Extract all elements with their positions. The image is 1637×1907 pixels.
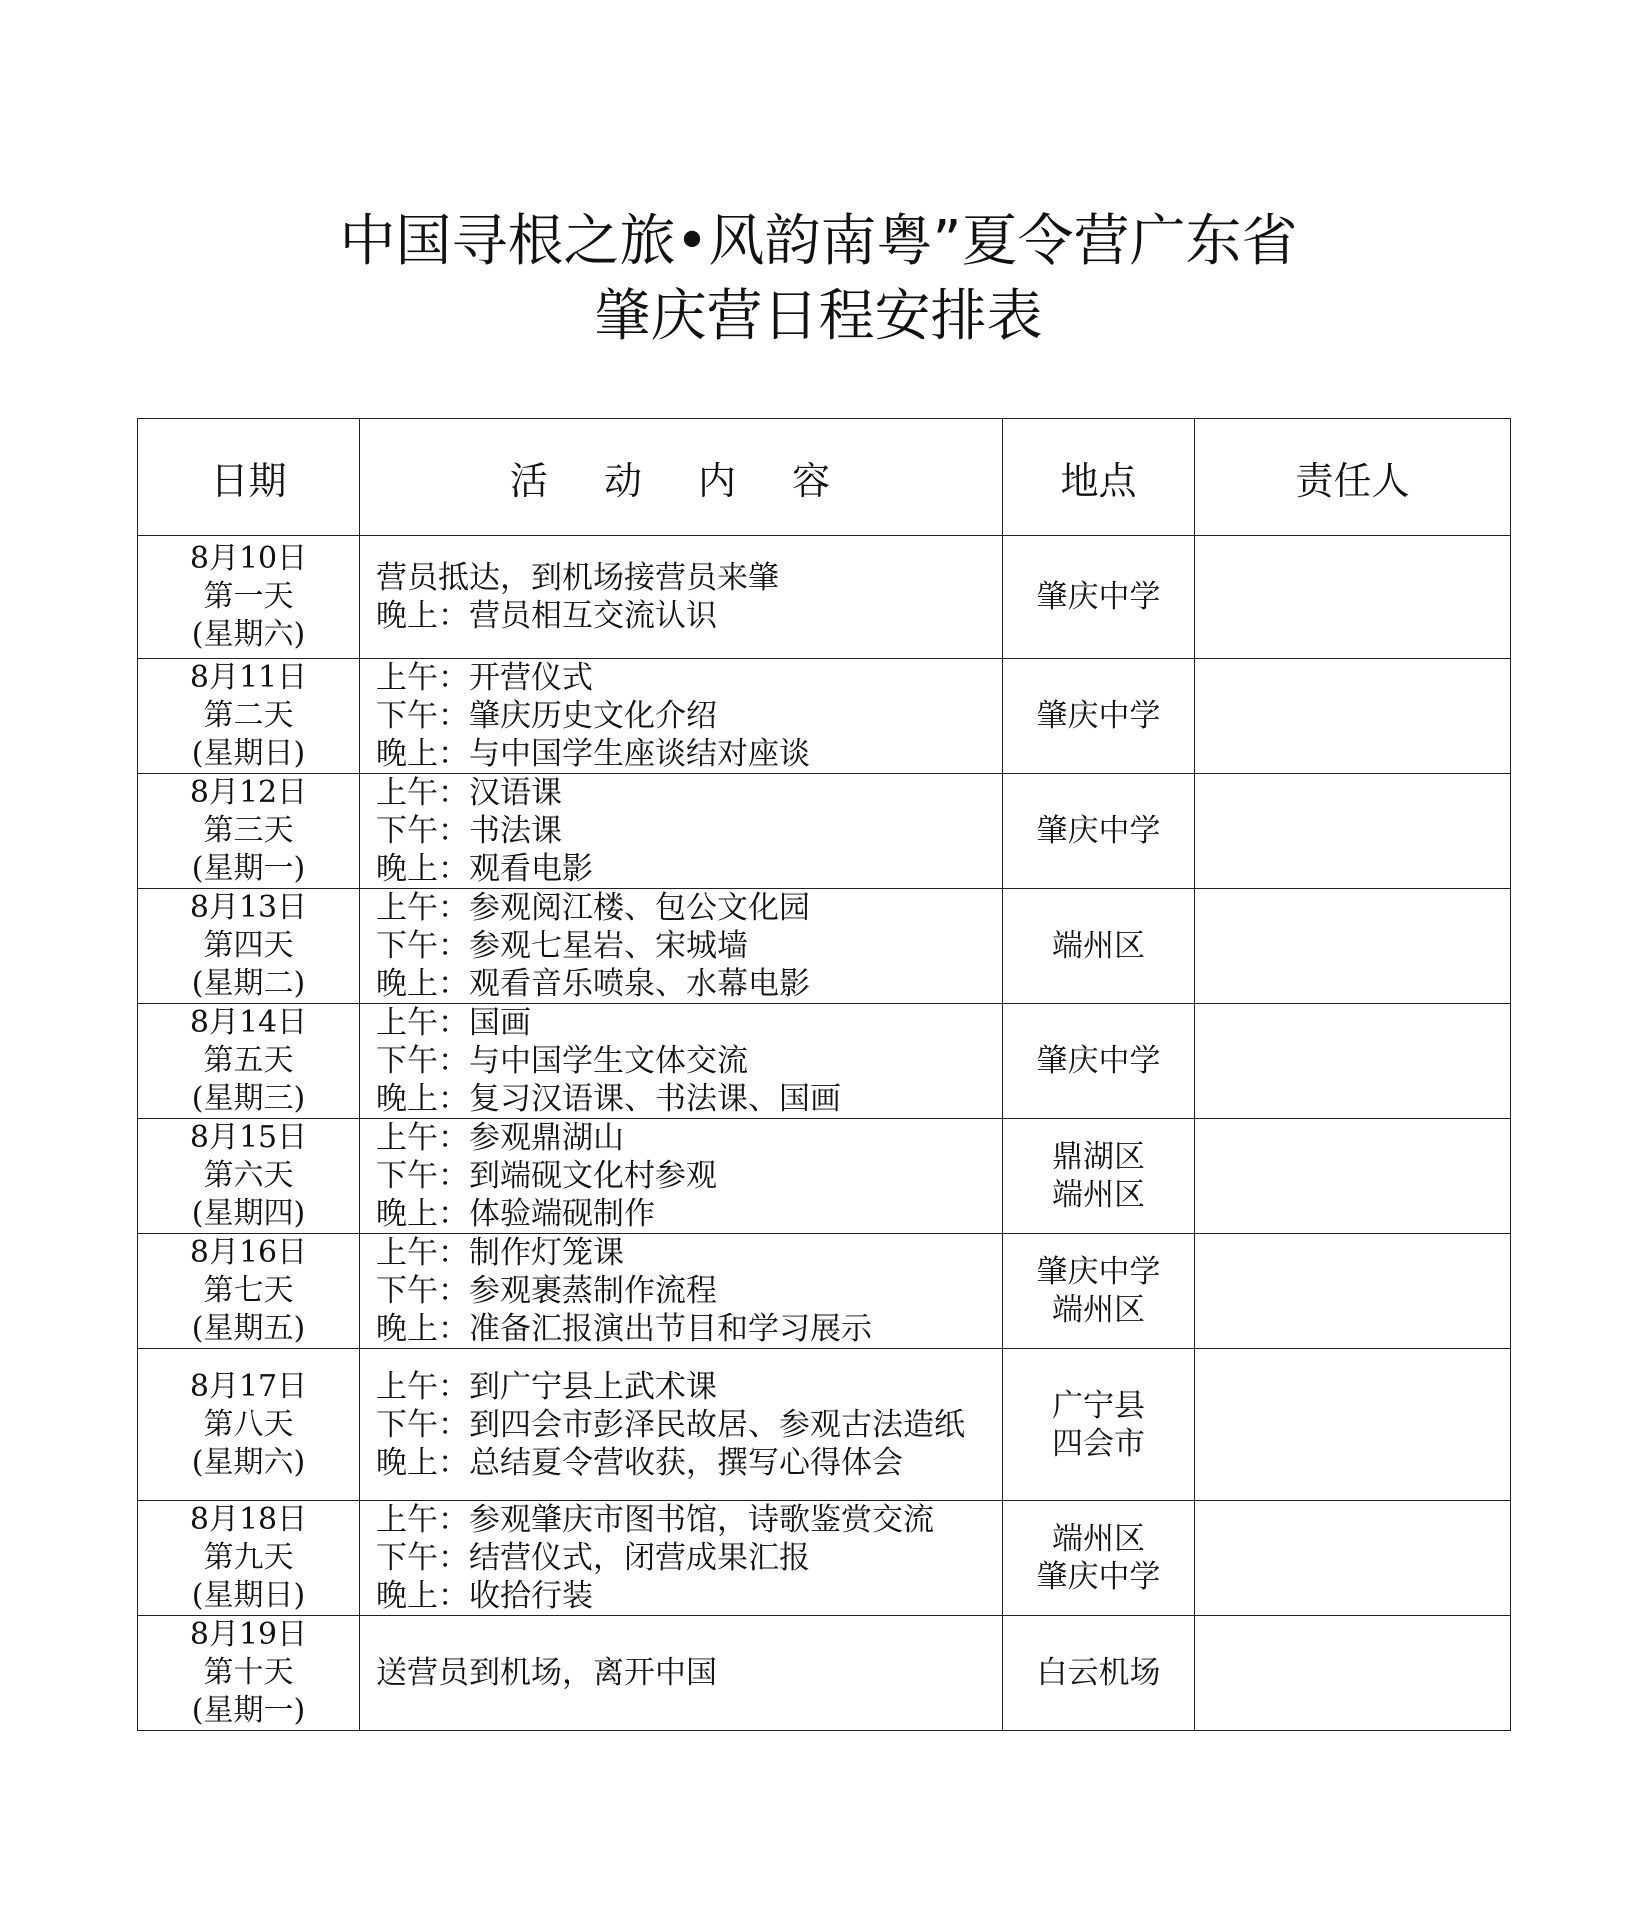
person-cell [1195, 536, 1511, 659]
place-cell [1003, 1004, 1195, 1119]
activity-line: 晚上：观看电影 [376, 851, 593, 887]
date-cell [138, 1349, 360, 1501]
activity-line: 下午：到四会市彭泽民故居、参观古法造纸 [376, 1406, 965, 1443]
person-cell [1195, 1616, 1511, 1731]
header-person: 责任人 [1195, 419, 1511, 536]
activity-line: 营员抵达，到机场接营员来肇 [376, 560, 779, 596]
activity-line: 晚上：与中国学生座谈结对座谈 [376, 736, 810, 772]
activity-line: 下午：肇庆历史文化介绍 [376, 698, 717, 734]
date-day: 第四天 [203, 928, 294, 963]
date-weekday: (星期日) [191, 1578, 306, 1613]
date-cell [138, 1501, 360, 1616]
place-cell [1003, 774, 1195, 889]
activity-line: 上午：参观肇庆市图书馆，诗歌鉴赏交流 [376, 1502, 934, 1538]
activity-line: 上午：开营仪式 [376, 660, 593, 696]
activity-line: 下午：参观裹蒸制作流程 [376, 1273, 717, 1309]
date-day: 第二天 [203, 698, 294, 733]
date-weekday: (星期三) [191, 1081, 306, 1116]
header-content: 活 动 内 容 [360, 419, 1003, 536]
date-day: 第九天 [203, 1540, 294, 1575]
date-weekday: (星期五) [191, 1311, 306, 1346]
activity-cell [360, 1004, 1003, 1119]
activity-line: 上午：到广宁县上武术课 [376, 1368, 717, 1405]
table-row [138, 659, 1511, 774]
date-date: 8月10日 [189, 541, 308, 576]
place-line: 肇庆中学 [1036, 1559, 1161, 1595]
date-date: 8月19日 [189, 1617, 308, 1652]
activity-line: 下午：与中国学生文体交流 [376, 1043, 748, 1079]
date-day: 第六天 [203, 1158, 294, 1193]
table-row [138, 1616, 1511, 1731]
date-date: 8月12日 [189, 775, 308, 810]
place-cell [1003, 536, 1195, 659]
date-cell [138, 1234, 360, 1349]
person-cell [1195, 1349, 1511, 1501]
date-weekday: (星期六) [191, 1444, 306, 1480]
table-row [138, 1349, 1511, 1501]
activity-cell [360, 889, 1003, 1004]
page-title-line-1: 中国寻根之旅•风韵南粤”夏令营广东省 [339, 209, 1298, 274]
date-date: 8月18日 [189, 1502, 308, 1537]
date-cell [138, 659, 360, 774]
date-weekday: (星期日) [191, 736, 306, 771]
date-date: 8月14日 [189, 1005, 308, 1040]
date-day: 第五天 [203, 1043, 294, 1078]
activity-line: 上午：参观阅江楼、包公文化园 [376, 890, 810, 926]
place-line: 白云机场 [1036, 1655, 1161, 1691]
activity-line: 晚上：营员相互交流认识 [376, 598, 717, 634]
person-cell [1195, 889, 1511, 1004]
activity-line: 上午：国画 [376, 1005, 531, 1041]
schedule-body [138, 536, 1511, 1731]
page-title-line-2: 肇庆营日程安排表 [594, 284, 1043, 349]
activity-line: 晚上：观看音乐喷泉、水幕电影 [376, 966, 810, 1002]
date-cell [138, 1616, 360, 1731]
date-cell [138, 1004, 360, 1119]
place-cell [1003, 1616, 1195, 1731]
activity-cell [360, 536, 1003, 659]
date-date: 8月15日 [189, 1120, 308, 1155]
place-cell [1003, 659, 1195, 774]
date-date: 8月11日 [189, 660, 308, 695]
place-cell [1003, 1501, 1195, 1616]
date-weekday: (星期二) [191, 966, 306, 1001]
person-cell [1195, 1119, 1511, 1234]
date-date: 8月13日 [189, 890, 308, 925]
activity-line: 上午：汉语课 [376, 775, 562, 811]
activity-cell [360, 1234, 1003, 1349]
place-cell [1003, 1119, 1195, 1234]
date-weekday: (星期六) [191, 617, 306, 652]
date-cell [138, 889, 360, 1004]
schedule-table [137, 418, 1511, 1731]
date-day: 第一天 [203, 579, 294, 614]
place-line: 鼎湖区 [1052, 1139, 1145, 1175]
date-day: 第七天 [203, 1273, 294, 1308]
place-line: 端州区 [1052, 1177, 1145, 1213]
person-cell [1195, 1004, 1511, 1119]
place-cell [1003, 1234, 1195, 1349]
place-line: 端州区 [1052, 1521, 1145, 1557]
activity-cell [360, 1349, 1003, 1501]
date-day: 第三天 [203, 813, 294, 848]
activity-line: 晚上：总结夏令营收获，撰写心得体会 [376, 1444, 903, 1481]
activity-line: 上午：参观鼎湖山 [376, 1120, 624, 1156]
place-line: 肇庆中学 [1036, 698, 1161, 734]
activity-line: 上午：制作灯笼课 [376, 1235, 624, 1271]
activity-line: 晚上：收拾行装 [376, 1578, 593, 1614]
activity-line: 晚上：体验端砚制作 [376, 1196, 655, 1232]
place-line: 肇庆中学 [1036, 1254, 1161, 1290]
place-line: 端州区 [1052, 1292, 1145, 1328]
date-weekday: (星期一) [191, 851, 306, 886]
date-weekday: (星期一) [191, 1693, 306, 1728]
date-day: 第八天 [203, 1406, 294, 1442]
header-place: 地点 [1003, 419, 1195, 536]
activity-cell [360, 774, 1003, 889]
table-header-row [138, 419, 1511, 536]
activity-line: 下午：到端砚文化村参观 [376, 1158, 717, 1194]
activity-line: 下午：参观七星岩、宋城墙 [376, 928, 748, 964]
table-row [138, 1004, 1511, 1119]
table-row [138, 536, 1511, 659]
activity-line: 晚上：准备汇报演出节目和学习展示 [376, 1311, 872, 1347]
date-cell [138, 774, 360, 889]
activity-cell [360, 1119, 1003, 1234]
place-line: 肇庆中学 [1036, 579, 1161, 615]
date-weekday: (星期四) [191, 1196, 306, 1231]
table-row [138, 889, 1511, 1004]
date-cell [138, 536, 360, 659]
place-line: 肇庆中学 [1036, 813, 1161, 849]
table-row [138, 1234, 1511, 1349]
date-cell [138, 1119, 360, 1234]
place-line: 端州区 [1052, 928, 1145, 964]
header-date: 日期 [138, 419, 360, 536]
date-date: 8月17日 [189, 1368, 308, 1404]
place-line: 广宁县 [1052, 1387, 1145, 1424]
person-cell [1195, 774, 1511, 889]
table-row [138, 1501, 1511, 1616]
activity-line: 晚上：复习汉语课、书法课、国画 [376, 1081, 841, 1117]
date-date: 8月16日 [189, 1235, 308, 1270]
table-row [138, 774, 1511, 889]
place-cell [1003, 889, 1195, 1004]
activity-cell [360, 1616, 1003, 1731]
activity-cell [360, 1501, 1003, 1616]
place-line: 肇庆中学 [1036, 1043, 1161, 1079]
date-day: 第十天 [203, 1655, 294, 1690]
activity-line: 下午：书法课 [376, 813, 562, 849]
place-cell [1003, 1349, 1195, 1501]
activity-cell [360, 659, 1003, 774]
person-cell [1195, 1234, 1511, 1349]
person-cell [1195, 1501, 1511, 1616]
table-row [138, 1119, 1511, 1234]
activity-line: 送营员到机场，离开中国 [376, 1655, 717, 1691]
activity-line: 下午：结营仪式，闭营成果汇报 [376, 1540, 810, 1576]
place-line: 四会市 [1052, 1425, 1145, 1462]
person-cell [1195, 659, 1511, 774]
